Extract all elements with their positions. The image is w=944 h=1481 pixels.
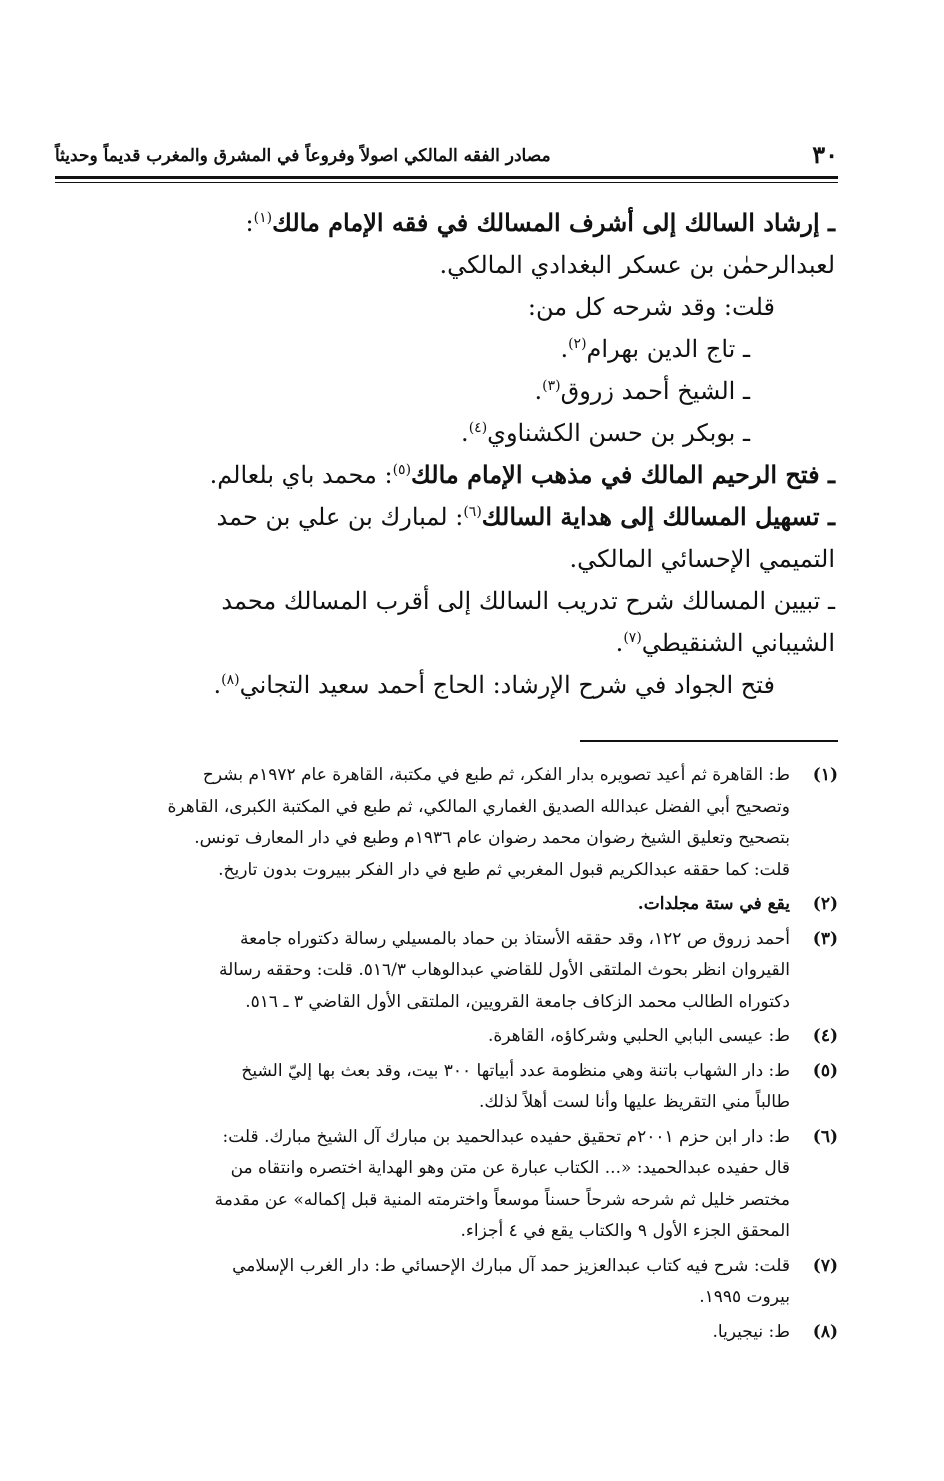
footnote-line: طالباً مني التقريظ عليها وأنا لست أهلاً لذلك. bbox=[479, 1092, 790, 1112]
entry-tabyin-line2 bbox=[85, 622, 835, 664]
footnote-line: مختصر خليل ثم شرحه شرحاً حسناً موسعاً واخترمته المنية قبل إكماله» عن مقدمة bbox=[214, 1189, 790, 1210]
footnote-number: (٨) bbox=[812, 1321, 838, 1342]
footnote-ref: (٣) bbox=[542, 378, 561, 394]
footnote-number: (١) bbox=[812, 765, 838, 785]
footnote-ref: (٧) bbox=[623, 630, 642, 646]
entry-title: ـ تسهيل المسالك إلى هداية السالك bbox=[481, 502, 835, 531]
footnote-line: المحقق الجزء الأول ٩ والكتاب يقع في ٤ أجزاء. bbox=[460, 1221, 790, 1241]
footnote-ref: (٨) bbox=[221, 672, 240, 688]
footnote-separator bbox=[580, 740, 838, 742]
entry-title: ـ إرشاد السالك إلى أشرف المسالك في فقه الإمام مالك bbox=[272, 208, 835, 237]
footnote-number: (٤) bbox=[812, 1026, 838, 1046]
footnote-line: قلت: كما حققه عبدالكريم قبول المغربي ثم طبع في دار الفكر ببيروت بدون تاريخ. bbox=[218, 859, 790, 880]
footnote-line: قال حفيده عبدالحميد: «... الكتاب عبارة عن متن وهو الهداية اختصره وانتقاه من bbox=[230, 1158, 790, 1178]
commentator-name: ـ الشيخ أحمد زروق bbox=[560, 377, 750, 405]
entry-tabyin-line1: ـ تبيين المسالك شرح تدريب السالك إلى أقرب المسالك محمد bbox=[221, 587, 835, 615]
footnote-text bbox=[82, 760, 790, 886]
footnote bbox=[82, 1021, 838, 1053]
punctuation: . bbox=[615, 629, 624, 657]
page-number: ٣٠ bbox=[812, 140, 838, 169]
footnote-line: القيروان انظر بحوث الملتقى الأول للقاضي عبدالوهاب ٥١٦/٣. قلت: وحققه رسالة bbox=[218, 960, 790, 980]
entry-author: : محمد باي بلعالم. bbox=[209, 461, 393, 489]
footnote-line: قلت: شرح فيه كتاب عبدالعزيز حمد آل مبارك الإحسائي ط: دار الغرب الإسلامي bbox=[232, 1255, 790, 1276]
main-text bbox=[85, 202, 835, 706]
entry-fath-aljawad bbox=[85, 664, 835, 706]
footnote bbox=[82, 1251, 838, 1314]
footnote-text bbox=[82, 1122, 790, 1248]
footnote-text bbox=[82, 1251, 790, 1314]
commentator-item bbox=[85, 370, 835, 412]
entry-title: ـ فتح الرحيم المالك في مذهب الإمام مالك bbox=[411, 460, 835, 489]
running-title: مصادر الفقه المالكي اصولاً وفروعاً في المشرق والمغرب قديماً وحديثاً bbox=[55, 146, 551, 166]
footnote-line: ط: دار الشهاب باتنة وهي منظومة عدد أبياتها ٣٠٠ بيت، وقد بعث بها إليّ الشيخ bbox=[241, 1060, 790, 1081]
footnote-number: (٧) bbox=[812, 1255, 838, 1276]
entry-irshad-title bbox=[85, 202, 835, 244]
footnote-number: (٦) bbox=[812, 1126, 838, 1147]
running-header bbox=[55, 140, 838, 174]
commentator-item bbox=[85, 412, 835, 454]
footnote-number: (٢) bbox=[812, 894, 838, 914]
footnote-line: وتصحيح أبي الفضل عبدالله الصديق الغماري المالكي، ثم طبع في المكتبة الكبرى، القاهرة bbox=[167, 796, 790, 817]
punctuation: . bbox=[213, 671, 222, 699]
footnote-line: بيروت ١٩٩٥. bbox=[699, 1287, 790, 1307]
entry-author: : لمبارك بن علي بن حمد bbox=[216, 503, 464, 531]
footnote-line: بتصحيح وتعليق الشيخ رضوان محمد رضوان عام ١٩٣٦م وطبع في دار المعارف تونس. bbox=[194, 828, 790, 848]
footnote-ref: (٦) bbox=[463, 504, 482, 520]
footnote-line: ط: عيسى البابي الحلبي وشركاؤه، القاهرة. bbox=[487, 1026, 790, 1046]
commentators-intro: قلت: وقد شرحه كل من: bbox=[527, 293, 775, 321]
commentator-name: ـ بوبكر بن حسن الكشناوي bbox=[487, 419, 750, 447]
footnote-ref: (٢) bbox=[568, 336, 587, 352]
punctuation: . bbox=[534, 377, 543, 405]
footnote-ref: (٤) bbox=[468, 420, 488, 436]
footnote bbox=[82, 1317, 838, 1349]
footnote-line: أحمد زروق ص ١٢٢، وقد حققه الأستاذ بن حماد بالمسيلي رسالة دكتوراه جامعة bbox=[240, 928, 790, 949]
punctuation: . bbox=[560, 335, 569, 363]
footnote bbox=[82, 1056, 838, 1119]
footnote bbox=[82, 760, 838, 886]
punctuation: . bbox=[461, 419, 469, 447]
footnote-line: ط: دار ابن حزم ٢٠٠١م تحقيق حفيده عبدالحميد بن مبارك آل الشيخ مبارك. قلت: bbox=[222, 1126, 790, 1147]
commentator-name: ـ تاج الدين بهرام bbox=[586, 335, 750, 363]
entry-tashil-continuation: التميمي الإحسائي المالكي. bbox=[569, 545, 835, 573]
footnote-number: (٣) bbox=[812, 928, 838, 949]
footnote-text bbox=[82, 889, 790, 921]
footnote bbox=[82, 1122, 838, 1248]
entry-author: الشيباني الشنقيطي bbox=[641, 629, 835, 657]
entry-text: فتح الجواد في شرح الإرشاد: الحاج أحمد سعيد التجاني bbox=[239, 671, 775, 699]
footnote bbox=[82, 889, 838, 921]
footnote-line: يقع في ستة مجلدات. bbox=[637, 894, 790, 914]
footnote-line: ط: القاهرة ثم أعيد تصويره بدار الفكر، ثم طبع في مكتبة، القاهرة عام ١٩٧٢م بشرح bbox=[202, 765, 790, 785]
footnote bbox=[82, 924, 838, 1019]
footnotes bbox=[82, 760, 838, 1351]
footnote-number: (٥) bbox=[812, 1060, 838, 1081]
punctuation: : bbox=[245, 209, 254, 237]
footnote-text bbox=[82, 1317, 790, 1349]
footnote-text bbox=[82, 1021, 790, 1053]
entry-tashil-almasalik bbox=[85, 496, 835, 538]
entry-irshad-author: لعبدالرحمٰن بن عسكر البغدادي المالكي. bbox=[439, 251, 835, 279]
footnote-text bbox=[82, 924, 790, 1019]
header-rule-thin bbox=[55, 182, 838, 183]
footnote-ref: (٥) bbox=[392, 462, 412, 478]
footnote-line: ط: نيجيريا. bbox=[712, 1321, 790, 1342]
footnote-ref: (١) bbox=[253, 210, 273, 226]
commentator-item bbox=[85, 328, 835, 370]
header-rule-thick bbox=[55, 176, 838, 179]
footnote-line: دكتوراه الطالب محمد الزكاف جامعة القرويين، الملتقى الأول القاضي ٣ ـ ٥١٦. bbox=[245, 991, 790, 1012]
entry-fath-alrahim bbox=[85, 454, 835, 496]
footnote-text bbox=[82, 1056, 790, 1119]
